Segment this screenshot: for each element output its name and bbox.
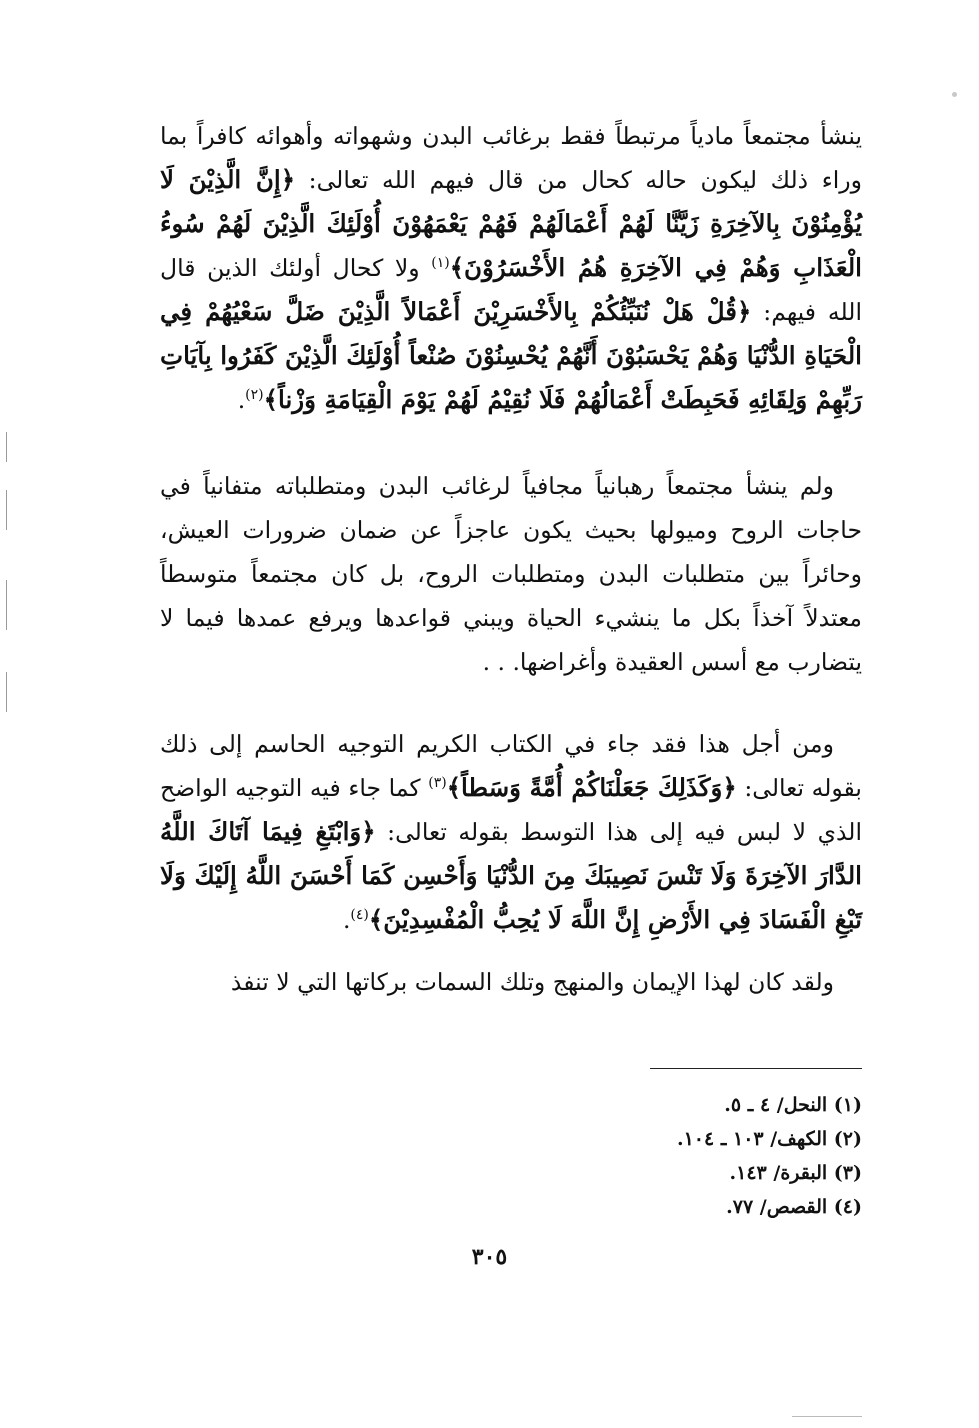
scan-edge-mark [6, 490, 7, 530]
body-text: . [237, 386, 246, 414]
quran-verse: ﴿قُلْ هَلْ نُنَبِّئُكُمْ بِالأَخْسَرِيْنَ أَعْمَالاً الَّذِيْنَ ضَلَّ سَعْيُهُمْ فِي الْحَيَاةِ الدُّنْيَا وَهُمْ يَحْسَبُوْنَ أَنَّهُمْ يُحْسِنُوْنَ صُنْعاً أُوْلَئِكَ الَّذِيْنَ كَفَرُوا بِآيَاتِ رَبِّهِمْ وَلِقَائِهِ فَحَبِطَتْ أَعْمَالُهُمْ فَلَا نُقِيْمُ لَهُمْ يَوْمَ الْقِيَامَةِ وَزْناً﴾ [160, 297, 862, 414]
footnote-item: (١) النحل/ ٤ ـ ٥. [724, 1094, 862, 1116]
body-text: ولم ينشأ مجتمعاً رهبانياً مجافياً لرغائب البدن ومتطلباته متفانياً في حاجات الروح وميولها بحيث يكون عاجزاً عن ضمان ضرورات العيش، وحائراً بين متطلبات البدن ومتطلبات الروح، بل كان مجتمعاً متوسطاً معتدلاً آخذاً بكل ما ينشيء الحياة ويبني قواعدها ويرفع عمدها فيما لا يتضارب مع أسس العقيدة وأغراضها. . . [160, 472, 862, 676]
page-number: ٣٠٥ [471, 1244, 508, 1270]
scan-edge-mark [792, 1416, 862, 1419]
body-text: ولقد كان لهذا الإيمان والمنهج وتلك السمات بركاتها التي لا تنفذ [230, 968, 834, 996]
body-text: كما جاء فيه التوجيه الواضح الذي لا لبس فيه إلى هذا التوسط بقوله تعالى: [160, 774, 862, 846]
quran-verse: ﴿وَكَذَلِكَ جَعَلْنَاكُمْ أُمَّةً وَسَطاً﴾ [446, 773, 737, 802]
paragraph-2 [160, 464, 862, 684]
paragraph-3 [160, 722, 862, 942]
body-text: ينشأ مجتمعاً مادياً مرتبطاً فقط برغائب البدن وشهواته وأهوائه كافراً بما وراء ذلك ليكون حاله كحال من قال فيهم الله تعالى: [160, 122, 862, 194]
body-text: ولا كحال أولئك الذين قال الله فيهم: [160, 254, 862, 326]
scan-edge-mark [6, 580, 7, 630]
footnote-divider [650, 1068, 862, 1069]
body-text: ومن أجل هذا فقد جاء في الكتاب الكريم التوجيه الحاسم إلى ذلك بقوله تعالى: [160, 730, 862, 802]
footnote-reference: (١) [431, 255, 450, 272]
paragraph-4 [160, 960, 862, 1004]
footnote-reference: (٢) [245, 387, 264, 404]
quran-verse: ﴿وَابْتَغِ فِيمَا آتَاكَ اللَّهُ الدَّارَ الآخِرَةَ وَلَا تَنْسَ نَصِيبَكَ مِنَ الدُّنْيَا وَأَحْسِن كَمَا أَحْسَنَ اللَّهُ إِلَيْكَ وَلَا تَبْغِ الْفَسَادَ فِي الأَرْضِ إِنَّ اللَّهَ لَا يُحِبُّ الْمُفْسِدِيْنَ﴾ [160, 817, 862, 934]
body-text: . [342, 906, 351, 934]
quran-verse: ﴿إِنَّ الَّذِيْنَ لَا يُؤْمِنُوْنَ بِالآخِرَةِ زَيَّنَّا لَهُمْ أَعْمَالَهُمْ فَهُمْ يَعْمَهُوْنَ أُوْلَئِكَ الَّذِيْنَ لَهُمْ سُوءُ الْعَذَابِ وَهُمْ فِي الآخِرَةِ هُمُ الأَخْسَرُوْنَ﴾ [160, 165, 862, 282]
scan-edge-mark [6, 672, 7, 712]
paragraph-1 [160, 114, 862, 422]
footnote-item: (٣) البقرة/ ١٤٣. [729, 1162, 862, 1184]
footnote-item: (٤) القصص/ ٧٧. [726, 1196, 862, 1218]
footnote-reference: (٣) [428, 775, 447, 792]
footnote-item: (٢) الكهف/ ١٠٣ ـ ١٠٤. [676, 1128, 862, 1150]
footnote-reference: (٤) [350, 907, 369, 924]
footnotes [502, 1088, 862, 1224]
scan-speck [952, 92, 957, 97]
scan-edge-mark [6, 432, 7, 462]
